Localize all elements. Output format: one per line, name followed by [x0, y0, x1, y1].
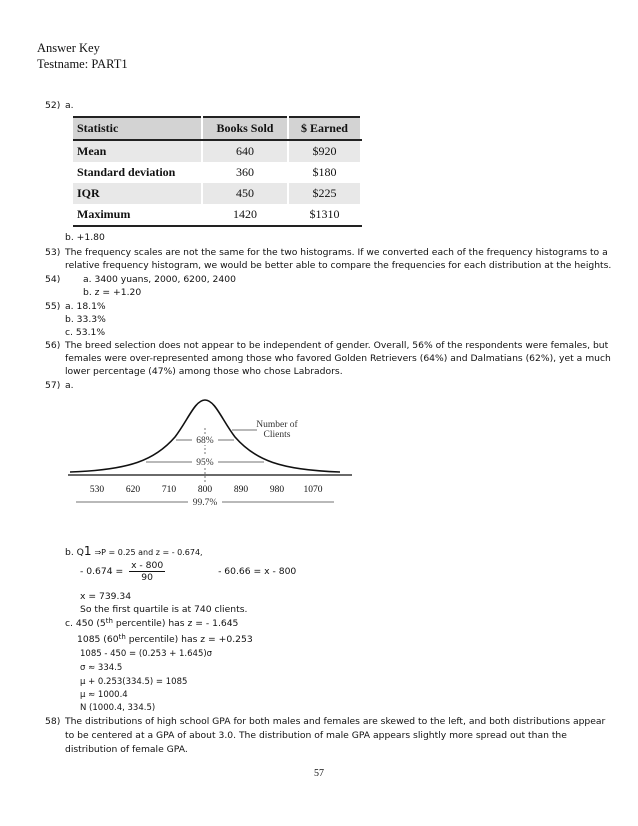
row-label: Maximum — [73, 204, 202, 226]
cell-books: 640 — [202, 140, 288, 162]
q58-line2: to be centered at a GPA of about 3.0. The distribution of male GPA appears slightly more spread out than the — [65, 730, 567, 741]
answer-key-title: Answer Key — [37, 41, 100, 55]
q57-part-b — [65, 545, 203, 559]
q57c-line1-a: c. 450 (5 — [65, 618, 106, 629]
label-99-7-percent: 99.7% — [192, 498, 218, 508]
q52-part-b: b. +1.80 — [65, 232, 105, 243]
q58-line1: The distributions of high school GPA for both males and females are skewed to the left, and both distributions appear — [65, 716, 606, 727]
q57c-line1 — [65, 618, 238, 630]
q55-part-c: c. 53.1% — [65, 327, 106, 338]
header-statistic: Statistic — [73, 117, 202, 140]
q57b-frac-numerator: x - 800 — [131, 560, 164, 571]
q57c-line2-b: percentile) has z = +0.253 — [128, 634, 253, 645]
tick-800: 800 — [197, 485, 213, 495]
header-dollars-earned: $ Earned — [288, 117, 361, 140]
q56-number: 56) — [45, 340, 61, 351]
cell-earned: $920 — [288, 140, 361, 162]
q54-part-a: a. 3400 yuans, 2000, 6200, 2400 — [83, 274, 236, 285]
q55-part-a: a. 18.1% — [65, 301, 106, 312]
table-row — [73, 204, 361, 226]
q57c-line2-sup: th — [118, 633, 126, 641]
row-label: Mean — [73, 140, 202, 162]
q53-number: 53) — [45, 247, 61, 258]
q57b-label: b. Q — [65, 547, 84, 558]
q56-line1: The breed selection does not appear to be independent of gender. Overall, 56% of the respondents were females, but — [65, 340, 609, 351]
q57c-line2 — [77, 634, 253, 646]
testname: Testname: PART1 — [37, 57, 128, 71]
q57c-line1-b: percentile) has z = - 1.645 — [115, 618, 239, 629]
q57b-frac-denominator: 90 — [141, 572, 153, 583]
q57c-line7: N (1000.4, 334.5) — [80, 703, 156, 713]
q57c-line5: μ + 0.253(334.5) = 1085 — [80, 677, 188, 687]
q57b-condition: ⇒P = 0.25 and z = - 0.674, — [94, 548, 203, 557]
q57c-line6: μ ≈ 1000.4 — [80, 690, 128, 700]
q57c-line2-a: 1085 (60 — [77, 634, 119, 645]
tick-890: 890 — [233, 485, 249, 495]
normal-curve-diagram — [60, 392, 360, 522]
label-68-percent: 68% — [196, 436, 214, 446]
cell-earned: $1310 — [288, 204, 361, 226]
q57b-fraction — [129, 560, 165, 583]
statistics-table — [73, 116, 362, 227]
page-number: 57 — [314, 768, 324, 779]
q53-line1: The frequency scales are not the same for the two histograms. If we converted each of the frequency histograms to a — [65, 247, 608, 258]
q53-line2: relative frequency histogram, we would be better able to compare the frequencies for each distribution at the heights. — [65, 260, 612, 271]
q52-part-a: a. — [65, 100, 74, 111]
clients-label-line2: Clients — [263, 430, 291, 440]
q57b-eq-left: - 0.674 = — [80, 566, 124, 577]
tick-620: 620 — [125, 485, 141, 495]
cell-books: 450 — [202, 183, 288, 204]
table-row — [73, 162, 361, 183]
q55-part-b: b. 33.3% — [65, 314, 106, 325]
table-row — [73, 183, 361, 204]
q57-part-a: a. — [65, 380, 74, 391]
q57b-subscript: 1 — [83, 544, 92, 558]
q54-part-b: b. z = +1.20 — [83, 287, 142, 298]
q58-line3: distribution of female GPA. — [65, 744, 188, 755]
tick-530: 530 — [89, 485, 105, 495]
cell-earned: $225 — [288, 183, 361, 204]
label-95-percent: 95% — [196, 458, 214, 468]
tick-1070: 1070 — [303, 485, 323, 495]
table-row — [73, 140, 361, 162]
q54-number: 54) — [45, 274, 61, 285]
table-header-row — [73, 117, 361, 140]
q58-number: 58) — [45, 716, 61, 727]
tick-980: 980 — [269, 485, 285, 495]
header-books-sold: Books Sold — [202, 117, 288, 140]
q57c-line1-sup: th — [105, 617, 113, 625]
clients-label-line1: Number of — [256, 420, 298, 430]
row-label: IQR — [73, 183, 202, 204]
q57c-line4: σ ≈ 334.5 — [80, 663, 123, 673]
q52-number: 52) — [45, 100, 61, 111]
cell-earned: $180 — [288, 162, 361, 183]
q56-line3: lower percentage (47%) among those who chose Labradors. — [65, 366, 343, 377]
q57b-conclusion: So the first quartile is at 740 clients. — [80, 604, 248, 615]
q56-line2: females were over-represented among those who favored Golden Retrievers (64%) and Dalmatians (62%), yet a much — [65, 353, 611, 364]
row-label: Standard deviation — [73, 162, 202, 183]
q57b-equation — [80, 560, 296, 583]
q57b-eq-right: - 60.66 = x - 800 — [218, 566, 297, 577]
tick-labels — [90, 485, 323, 495]
q57b-x-value: x = 739.34 — [80, 591, 132, 602]
cell-books: 1420 — [202, 204, 288, 226]
cell-books: 360 — [202, 162, 288, 183]
tick-710: 710 — [161, 485, 177, 495]
q55-number: 55) — [45, 301, 61, 312]
q57c-line3: 1085 - 450 = (0.253 + 1.645)σ — [80, 649, 213, 659]
q57-number: 57) — [45, 380, 61, 391]
